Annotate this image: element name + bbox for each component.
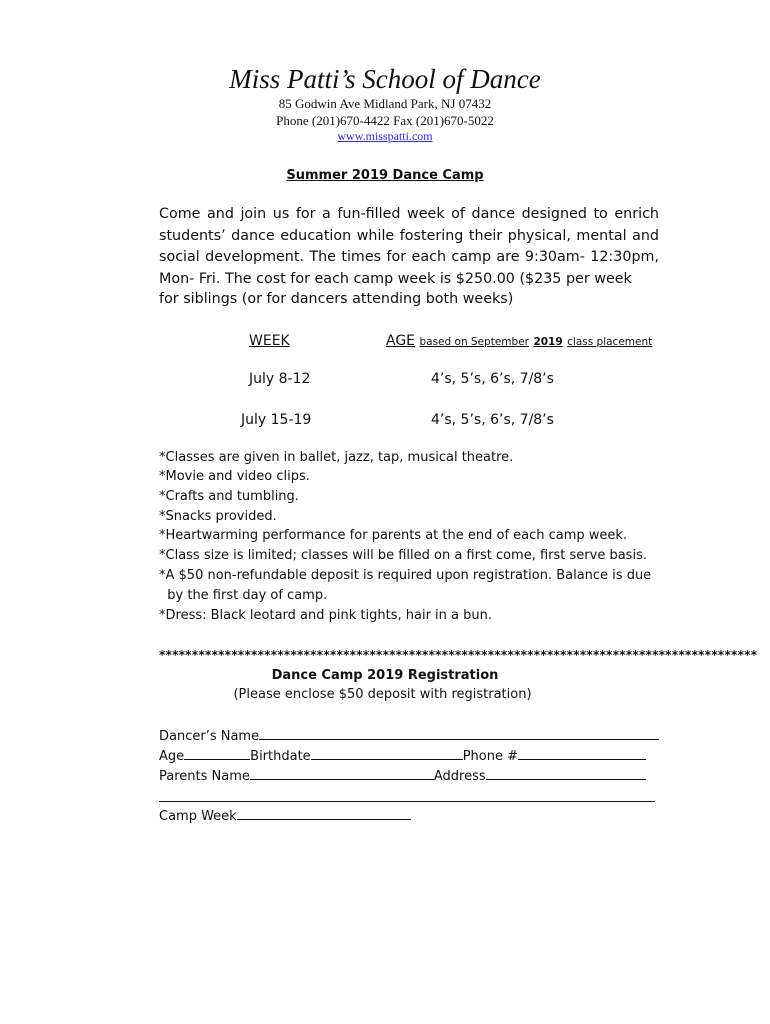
address-continuation-field[interactable] <box>159 801 655 802</box>
address-label: Address <box>433 769 486 784</box>
registration-title: Dance Camp 2019 Registration <box>271 668 499 683</box>
schedule-ages-1: 4’s, 5’s, 6’s, 7/8’s <box>431 371 554 387</box>
feature-item: *Dress: Black leotard and pink tights, hair in a bun. <box>159 608 492 623</box>
schedule-week-2: July 15-19 <box>241 412 312 428</box>
phone-field[interactable] <box>518 747 646 760</box>
age-header-label: AGE <box>386 333 416 349</box>
age-birthdate-phone-row <box>159 747 646 764</box>
feature-item: *Crafts and tumbling. <box>159 489 299 504</box>
school-address: 85 Godwin Ave Midland Park, NJ 07432 <box>278 96 492 111</box>
school-title: Miss Patti’s School of Dance <box>229 64 541 94</box>
feature-item: *Snacks provided. <box>159 509 277 524</box>
feature-item: *Class size is limited; classes will be filled on a first come, first serve basis. <box>159 548 647 563</box>
birthdate-field[interactable] <box>311 747 463 760</box>
website-link[interactable]: www.misspatti.com <box>337 129 433 143</box>
asterisk-separator: ******************************************************************************************* <box>159 648 758 662</box>
parents-name-field[interactable] <box>250 767 434 780</box>
address-field[interactable] <box>486 767 646 780</box>
camp-intro-continuation: for siblings (or for dancers attending both weeks) <box>159 291 514 307</box>
phone-label: Phone # <box>462 749 518 764</box>
week-column-header: WEEK <box>249 333 290 349</box>
feature-item: *Classes are given in ballet, jazz, tap, musical theatre. <box>159 450 514 465</box>
school-phone: Phone (201)670-4422 Fax (201)670-5022 <box>276 113 494 128</box>
dancer-name-field[interactable] <box>259 727 659 740</box>
age-header-note-post: class placement <box>567 336 653 348</box>
camp-week-row <box>159 807 411 824</box>
parents-name-label: Parents Name <box>159 769 250 784</box>
dancer-name-label: Dancer’s Name <box>159 729 260 744</box>
feature-item: by the first day of camp. <box>159 588 328 603</box>
camp-week-label: Camp Week <box>159 809 237 824</box>
dancer-name-row <box>159 727 659 744</box>
age-label: Age <box>159 749 185 764</box>
schedule-ages-2: 4’s, 5’s, 6’s, 7/8’s <box>431 412 554 428</box>
feature-item: *Movie and video clips. <box>159 469 310 484</box>
schedule-week-1: July 8-12 <box>249 371 311 387</box>
age-field[interactable] <box>184 747 250 760</box>
registration-note: (Please enclose $50 deposit with registration) <box>233 687 532 702</box>
feature-item: *A $50 non-refundable deposit is required upon registration. Balance is due <box>159 568 652 583</box>
age-header-note-pre: based on September <box>419 336 529 348</box>
camp-intro-paragraph: Come and join us for a fun-filled week of dance designed to enrich students’ dance education while fostering their physical, mental and social development. The times for each camp are 9:30am- 12:30pm, Mon- Fri. The cost for each camp week is $250.00 ($235 per week <box>159 206 659 288</box>
camp-week-field[interactable] <box>237 807 411 820</box>
birthdate-label: Birthdate <box>250 749 311 764</box>
feature-item: *Heartwarming performance for parents at the end of each camp week. <box>159 528 628 543</box>
camp-heading: Summer 2019 Dance Camp <box>286 168 484 183</box>
age-column-header <box>386 333 652 349</box>
parents-address-row <box>159 767 646 784</box>
age-header-note-year: 2019 <box>533 336 563 348</box>
